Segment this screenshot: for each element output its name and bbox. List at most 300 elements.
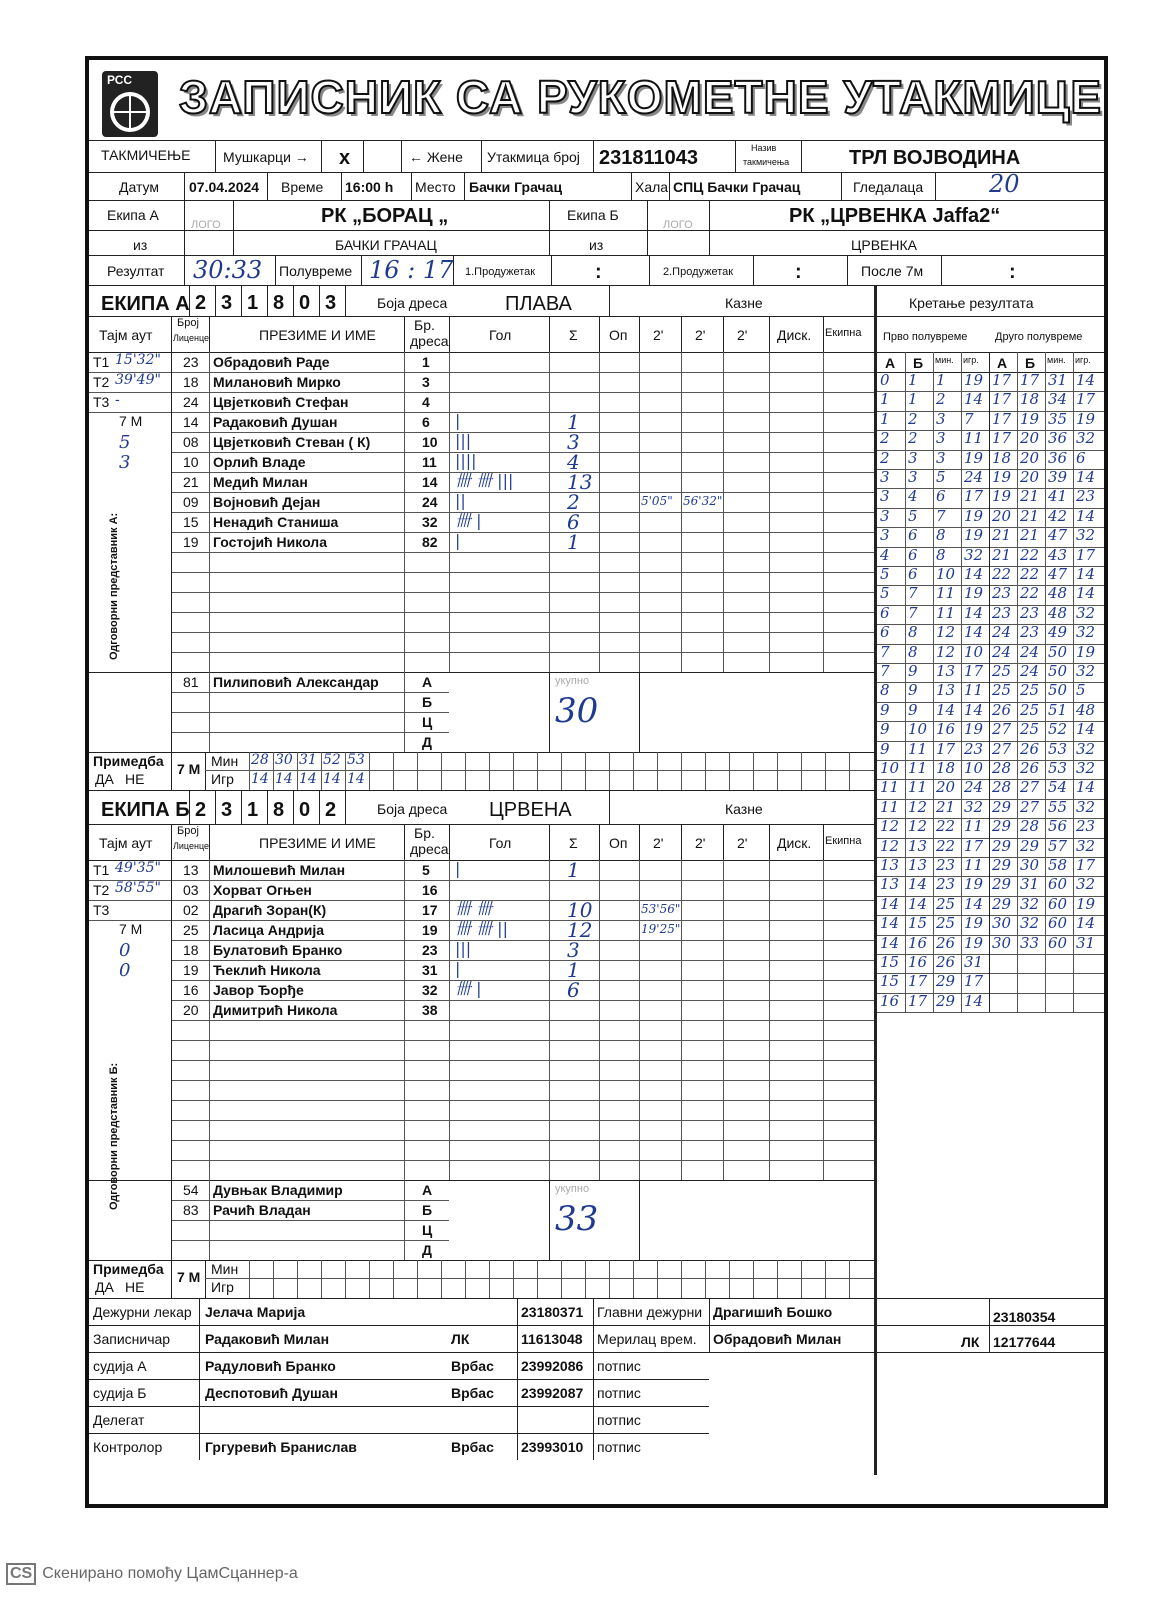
progress-first-cell: 0: [880, 371, 890, 389]
progress-first-cell: 17: [908, 972, 928, 991]
progress-second-cell: 29: [992, 875, 1012, 894]
progress-first-cell: 32: [964, 797, 984, 816]
progress-first-cell: 12: [880, 817, 900, 836]
team-total: 33: [555, 1199, 599, 1239]
progress-first-cell: 13: [936, 681, 956, 700]
progress-first-cell: 3: [908, 448, 918, 467]
seven-m-min: 31: [299, 752, 317, 768]
player-license: 19: [183, 962, 199, 978]
progress-second-cell: 23: [992, 584, 1012, 603]
team-b-rep-label: Одговорни представник Б:: [108, 1062, 120, 1210]
progress-first-cell: 15: [880, 972, 900, 991]
col-name: ПРЕЗИМЕ И ИМЕ: [259, 835, 376, 851]
progress-second-cell: 60: [1048, 933, 1068, 952]
col-warning: Оп: [609, 835, 628, 851]
player-penalty-2: 56'32": [683, 494, 723, 508]
timeout-t2-value: 39'49": [115, 372, 161, 388]
competition-name: ТРЛ ВОЈВОДИНА: [849, 147, 1021, 169]
progress-second-cell: 48: [1048, 584, 1068, 603]
team-b-logo-placeholder: ЛОГО: [663, 219, 693, 231]
seven-m-1: 0: [119, 940, 131, 961]
player-penalty-1: 53'56": [641, 902, 681, 916]
progress-second-cell: 26: [1020, 759, 1040, 777]
progress-first-cell: 3: [880, 526, 890, 545]
team-b-jersey: ЦРВЕНА: [489, 799, 572, 821]
progress-second-cell: 25: [992, 681, 1012, 700]
player-license: 09: [183, 494, 199, 510]
sign-label: потпис: [597, 1385, 641, 1401]
team-b-from-label: из: [589, 237, 604, 253]
progress-first-cell: 9: [908, 700, 918, 719]
progress-second-cell: 21: [1020, 506, 1040, 525]
progress-second-cell: 19: [992, 468, 1012, 486]
progress-second-cell: 14: [1076, 720, 1096, 739]
progress-second-cell: 43: [1048, 545, 1068, 564]
timeout-t3-label: T3: [93, 902, 110, 918]
player-goal-sum: 10: [567, 898, 593, 922]
seven-m-0: 7 M: [119, 413, 143, 429]
progress-first-cell: 22: [936, 817, 956, 836]
progress-first-cell: 1: [880, 409, 890, 428]
progress-first-cell: 32: [964, 545, 984, 564]
progress-second-cell: 32: [1076, 603, 1096, 622]
player-jersey: 38: [422, 1002, 438, 1018]
player-goal-tally: 卌 卌 |||: [455, 471, 514, 490]
progress-second-cell: 14: [1076, 565, 1096, 583]
timer: Обрадовић Милан: [713, 1331, 842, 1347]
seven-m-min: 52: [323, 752, 341, 768]
player-goal-tally: ||: [455, 491, 466, 510]
progress-first-cell: 13: [936, 662, 956, 680]
first-half-label: Прво полувреме: [883, 331, 968, 343]
team-a-code-digit: 8: [273, 292, 285, 314]
progress-second-cell: 30: [1020, 856, 1040, 874]
player-jersey: 82: [422, 534, 438, 550]
player-goal-tally: 卌 卌: [455, 899, 493, 918]
progress-first-cell: 3: [908, 468, 918, 486]
progress-first-cell: 22: [936, 836, 956, 855]
col-warning: Оп: [609, 327, 628, 343]
col-license: Број: [177, 825, 199, 837]
progress-second-cell: 48: [1048, 603, 1068, 622]
player-license: 18: [183, 374, 199, 390]
player-name: Војновић Дејан: [213, 494, 321, 510]
progress-second-cell: 32: [1076, 797, 1096, 816]
progress-second-cell: 32: [1076, 429, 1096, 448]
progress-first-cell: 12: [908, 817, 928, 836]
player-jersey: 23: [422, 942, 438, 958]
sign-label: потпис: [597, 1439, 641, 1455]
player-name: Медић Милан: [213, 474, 308, 490]
team-b-code-digit: 3: [221, 799, 233, 821]
progress-first-cell: 7: [964, 409, 974, 428]
progress-first-cell: 17: [964, 972, 984, 991]
progress-second-cell: 20: [992, 506, 1012, 525]
progress-first-cell: 6: [908, 565, 918, 583]
player-goal-tally: ||||: [455, 451, 477, 470]
seven-m-1: 5: [119, 432, 131, 453]
progress-first-cell: 14: [964, 894, 984, 913]
progress-second-cell: 17: [992, 409, 1012, 428]
progress-second-cell: 20: [1020, 468, 1040, 486]
progress-first-cell: 11: [880, 797, 900, 816]
progress-col-a: А: [997, 355, 1008, 371]
seven-m-min: 28: [251, 752, 269, 768]
min-label: Мин: [211, 753, 239, 769]
progress-second-cell: 23: [1076, 487, 1096, 506]
seven-m-igr: 14: [299, 771, 317, 787]
progress-col-igr: игр.: [1075, 355, 1091, 365]
progress-col-b: Б: [1025, 355, 1036, 371]
progress-first-cell: 7: [908, 603, 918, 622]
team-total: 30: [555, 691, 599, 731]
progress-first-cell: 6: [880, 623, 890, 642]
team-a-logo-placeholder: ЛОГО: [191, 219, 221, 231]
player-jersey: 32: [422, 982, 438, 998]
player-goal-sum: 3: [567, 430, 580, 454]
player-goal-tally: |: [455, 411, 461, 430]
progress-first-cell: 25: [936, 914, 956, 933]
crossed-cell: [639, 1180, 769, 1260]
team-b-code-digit: 8: [273, 799, 285, 821]
progress-second-cell: 52: [1048, 720, 1068, 739]
progress-first-cell: 2: [880, 448, 890, 467]
team-a-code-digit: 1: [247, 292, 259, 314]
player-license: 19: [183, 534, 199, 550]
progress-second-cell: 30: [992, 933, 1012, 952]
progress-second-cell: 39: [1048, 468, 1068, 486]
progress-first-cell: 9: [908, 681, 918, 700]
progress-second-cell: 41: [1048, 487, 1068, 506]
timer-id: 12177644: [993, 1334, 1056, 1350]
progress-first-cell: 12: [936, 623, 956, 642]
progress-first-cell: 17: [964, 836, 984, 855]
progress-second-cell: 32: [1020, 914, 1040, 933]
col-jersey-2: дреса: [410, 841, 449, 857]
player-goal-sum: 6: [567, 978, 580, 1002]
progress-first-cell: 11: [908, 778, 928, 797]
progress-col-min: мин.: [1047, 355, 1066, 365]
progress-first-cell: 7: [908, 584, 918, 603]
progress-second-cell: 32: [1076, 836, 1096, 855]
official-letter: Ц: [422, 1222, 433, 1238]
time-label: Време: [281, 179, 324, 195]
progress-first-cell: 12: [880, 836, 900, 855]
progress-second-cell: 17: [1076, 856, 1096, 874]
progress-second-cell: 55: [1048, 797, 1068, 816]
progress-first-cell: 16: [908, 933, 928, 952]
progress-first-cell: 3: [880, 487, 890, 506]
progress-second-cell: 32: [1076, 759, 1096, 777]
progress-second-cell: 36: [1048, 448, 1068, 467]
page-title: ЗАПИСНИК СА РУКОМЕТНЕ УТАКМИЦЕ: [179, 71, 1103, 123]
player-name: Димитрић Никола: [213, 1002, 338, 1018]
player-goal-sum: 4: [567, 450, 580, 474]
team-a-jersey-label: Боја дреса: [377, 295, 448, 311]
progress-second-cell: 48: [1076, 700, 1096, 719]
footer-role-label: судија Б: [93, 1385, 147, 1401]
progress-first-cell: 14: [964, 603, 984, 622]
progress-second-cell: 28: [992, 778, 1012, 797]
progress-second-cell: 25: [1020, 720, 1040, 739]
team-b-jersey-label: Боја дреса: [377, 801, 448, 817]
team-b-code-digit: 0: [299, 799, 311, 821]
col-license-2: Лиценце: [173, 841, 210, 851]
progress-second-cell: 32: [1076, 739, 1096, 758]
team-a-code-digit: 3: [221, 292, 233, 314]
second-half-label: Друго полувреме: [995, 331, 1083, 343]
progress-first-cell: 10: [936, 565, 956, 583]
progress-second-cell: 29: [992, 817, 1012, 836]
team-a-rep-label: Одговорни представник А:: [108, 512, 120, 660]
player-jersey: 31: [422, 962, 438, 978]
progress-first-cell: 8: [880, 681, 890, 700]
progress-first-cell: 14: [880, 933, 900, 952]
player-license: 03: [183, 882, 199, 898]
note-no: НЕ: [125, 1279, 145, 1295]
official-letter: Б: [422, 1202, 433, 1218]
crossed-cell: [449, 1180, 549, 1260]
progress-first-cell: 11: [880, 778, 900, 797]
progress-first-cell: 11: [908, 759, 928, 777]
col-sum: Σ: [569, 327, 578, 343]
progress-second-cell: 60: [1048, 875, 1068, 894]
progress-first-cell: 4: [908, 487, 918, 506]
competition-label: ТАКМИЧЕЊЕ: [101, 147, 191, 163]
progress-second-cell: 32: [1076, 875, 1096, 894]
place-label: Место: [415, 179, 456, 195]
progress-second-cell: 23: [1076, 817, 1096, 836]
player-goal-sum: 1: [567, 958, 580, 982]
player-name: Орлић Владе: [213, 454, 306, 470]
women-label: ← Жене: [409, 149, 463, 165]
progress-second-cell: 58: [1048, 856, 1068, 874]
player-jersey: 16: [422, 882, 438, 898]
col-goal: Гол: [489, 327, 512, 343]
progress-second-cell: 27: [1020, 797, 1040, 816]
progress-first-cell: 17: [908, 991, 928, 1010]
progress-first-cell: 8: [908, 642, 918, 661]
player-goal-sum: 1: [567, 530, 580, 554]
progress-second-cell: 14: [1076, 506, 1096, 525]
progress-first-cell: 3: [936, 409, 946, 428]
footer-name: Радуловић Бранко: [205, 1358, 336, 1374]
progress-second-cell: 33: [1020, 933, 1040, 952]
player-goal-sum: 2: [567, 490, 580, 514]
igr-label: Игр: [211, 1279, 234, 1295]
footer-id: 11613048: [521, 1331, 583, 1347]
ot1-colon: :: [595, 261, 602, 283]
player-name: Ласица Андрија: [213, 922, 325, 938]
progress-first-cell: 14: [880, 894, 900, 913]
main-duty: Драгишић Бошко: [713, 1304, 833, 1320]
progress-second-cell: 42: [1048, 506, 1068, 525]
scanner-note: CS Скенирано помоћу ЦамСцаннер-а: [6, 1563, 298, 1585]
progress-first-cell: 19: [964, 526, 984, 545]
player-penalty-1: 19'25": [641, 922, 681, 936]
progress-first-cell: 14: [964, 700, 984, 719]
progress-first-cell: 11: [936, 584, 956, 603]
referee-signatures: [709, 1352, 1099, 1460]
player-license: 16: [183, 982, 199, 998]
player-jersey: 17: [422, 902, 438, 918]
progress-first-cell: 4: [880, 545, 890, 564]
player-name: Обрадовић Раде: [213, 354, 330, 370]
col-jersey-2: дреса: [410, 333, 449, 349]
progress-first-cell: 29: [936, 972, 956, 991]
progress-first-cell: 7: [880, 662, 890, 680]
col-disq: Диск.: [777, 327, 812, 343]
progress-second-cell: 26: [992, 700, 1012, 719]
player-goal-sum: 13: [567, 470, 593, 494]
progress-first-cell: 3: [936, 429, 946, 448]
progress-first-cell: 11: [964, 681, 984, 700]
progress-second-cell: 19: [1020, 409, 1040, 428]
progress-first-cell: 19: [964, 371, 984, 389]
player-name: Хорват Огњен: [213, 882, 312, 898]
progress-first-cell: 19: [964, 933, 984, 952]
progress-first-cell: 24: [964, 468, 984, 486]
timeout-t2-label: T2: [93, 882, 110, 898]
team-b-code-digit: 1: [247, 799, 259, 821]
progress-first-cell: 31: [964, 953, 984, 971]
match-no-label: Утакмица број: [487, 149, 580, 165]
timeout-t1-value: 49'35": [115, 860, 161, 876]
seven-m-igr: 14: [251, 771, 269, 787]
progress-second-cell: 22: [1020, 545, 1040, 564]
progress-first-cell: 19: [964, 584, 984, 603]
col-two-min: 2': [737, 327, 748, 343]
progress-first-cell: 2: [880, 429, 890, 448]
progress-first-cell: 12: [936, 642, 956, 661]
official-letter: Б: [422, 694, 433, 710]
progress-first-cell: 13: [880, 856, 900, 874]
team-b-code-digit: 2: [325, 799, 337, 821]
progress-second-cell: 51: [1048, 700, 1068, 719]
progress-first-cell: 11: [964, 856, 984, 874]
spectators: 20: [989, 170, 1020, 198]
player-name: Милановић Мирко: [213, 374, 341, 390]
progress-first-cell: 1: [908, 371, 918, 389]
seven-m-2: 0: [119, 960, 131, 981]
progress-second-cell: 27: [992, 720, 1012, 739]
sign-label: потпис: [597, 1358, 641, 1374]
progress-first-cell: 10: [964, 759, 984, 777]
player-goal-tally: |||: [455, 431, 472, 450]
player-jersey: 19: [422, 922, 438, 938]
timeout-t1-value: 15'32": [115, 352, 161, 368]
player-name: Гостојић Никола: [213, 534, 327, 550]
progress-second-cell: 30: [992, 914, 1012, 933]
progress-first-cell: 24: [964, 778, 984, 797]
player-license: 21: [183, 474, 199, 490]
progress-second-cell: 29: [1020, 836, 1040, 855]
progress-second-cell: 25: [1020, 681, 1040, 700]
progress-first-cell: 25: [936, 894, 956, 913]
player-goal-sum: 12: [567, 918, 593, 942]
progress-first-cell: 16: [880, 991, 900, 1010]
player-license: 13: [183, 862, 199, 878]
official-license: 83: [183, 1202, 199, 1218]
seven-m-0: 7 M: [119, 921, 143, 937]
player-name: Цвјетковић Стефан: [213, 394, 349, 410]
progress-first-cell: 23: [936, 856, 956, 874]
progress-second-cell: 32: [1076, 623, 1096, 642]
match-no: 231811043: [599, 147, 699, 169]
progress-first-cell: 10: [908, 720, 928, 739]
progress-first-cell: 15: [908, 914, 928, 933]
progress-first-cell: 29: [936, 991, 956, 1010]
competition-name-label-2: такмичења: [743, 157, 790, 167]
player-name: Ненадић Станиша: [213, 514, 339, 530]
footer-role-label: Контролор: [93, 1439, 163, 1455]
progress-first-cell: 7: [936, 506, 946, 525]
date-label: Датум: [119, 179, 159, 195]
team-b-label: Екипа Б: [567, 207, 619, 223]
player-goal-tally: |: [455, 959, 461, 978]
player-jersey: 3: [422, 374, 430, 390]
footer-role-label: Делегат: [93, 1412, 145, 1428]
progress-first-cell: 10: [964, 642, 984, 661]
note-label: Примедба: [93, 753, 164, 769]
progress-first-cell: 9: [880, 700, 890, 719]
progress-second-cell: 14: [1076, 468, 1096, 486]
progress-second-cell: 18: [1020, 390, 1040, 409]
progress-second-cell: 20: [1020, 429, 1040, 448]
progress-first-cell: 14: [880, 914, 900, 933]
progress-first-cell: 13: [908, 836, 928, 855]
logo-text: РСС: [107, 73, 133, 87]
progress-second-cell: 50: [1048, 662, 1068, 680]
col-disq: Диск.: [777, 835, 812, 851]
ot1-label: 1.Продужетак: [465, 266, 536, 278]
progress-first-cell: 9: [880, 739, 890, 758]
igr-label: Игр: [211, 771, 234, 787]
seven-m-label: 7 М: [177, 761, 201, 777]
player-license: 24: [183, 394, 199, 410]
progress-second-cell: 25: [992, 662, 1012, 680]
progress-first-cell: 5: [880, 584, 890, 603]
progress-second-cell: 29: [992, 894, 1012, 913]
progress-second-cell: 34: [1048, 390, 1068, 409]
progress-second-cell: 31: [1048, 371, 1068, 389]
progress-first-cell: 13: [908, 856, 928, 874]
timeout-t2-value: 58'55": [115, 880, 161, 896]
timer-label: Мерилац врем.: [597, 1331, 697, 1347]
player-name: Јавор Ђорђе: [213, 982, 304, 998]
footer-role-label: Дежурни лекар: [93, 1304, 192, 1320]
seven-m-min: 53: [347, 752, 365, 768]
progress-second-cell: 60: [1048, 894, 1068, 913]
team-b-city: ЦРВЕНКА: [851, 237, 917, 253]
progress-second-cell: 54: [1048, 778, 1068, 797]
progress-first-cell: 3: [936, 448, 946, 467]
player-license: 25: [183, 922, 199, 938]
progress-second-cell: 23: [1020, 623, 1040, 642]
player-license: 20: [183, 1002, 199, 1018]
progress-second-cell: 53: [1048, 759, 1068, 777]
team-b-block-label: ЕКИПА Б: [101, 799, 190, 821]
result: 30:33: [193, 256, 263, 284]
timeout-t1-label: T1: [93, 354, 110, 370]
progress-second-cell: 14: [1076, 778, 1096, 797]
progress-second-cell: 24: [1020, 642, 1040, 661]
progress-second-cell: 47: [1048, 565, 1068, 583]
team-a-name: РК „БОРАЦ „: [321, 205, 449, 227]
progress-first-cell: 19: [964, 720, 984, 739]
progress-second-cell: 29: [992, 836, 1012, 855]
progress-first-cell: 19: [964, 914, 984, 933]
